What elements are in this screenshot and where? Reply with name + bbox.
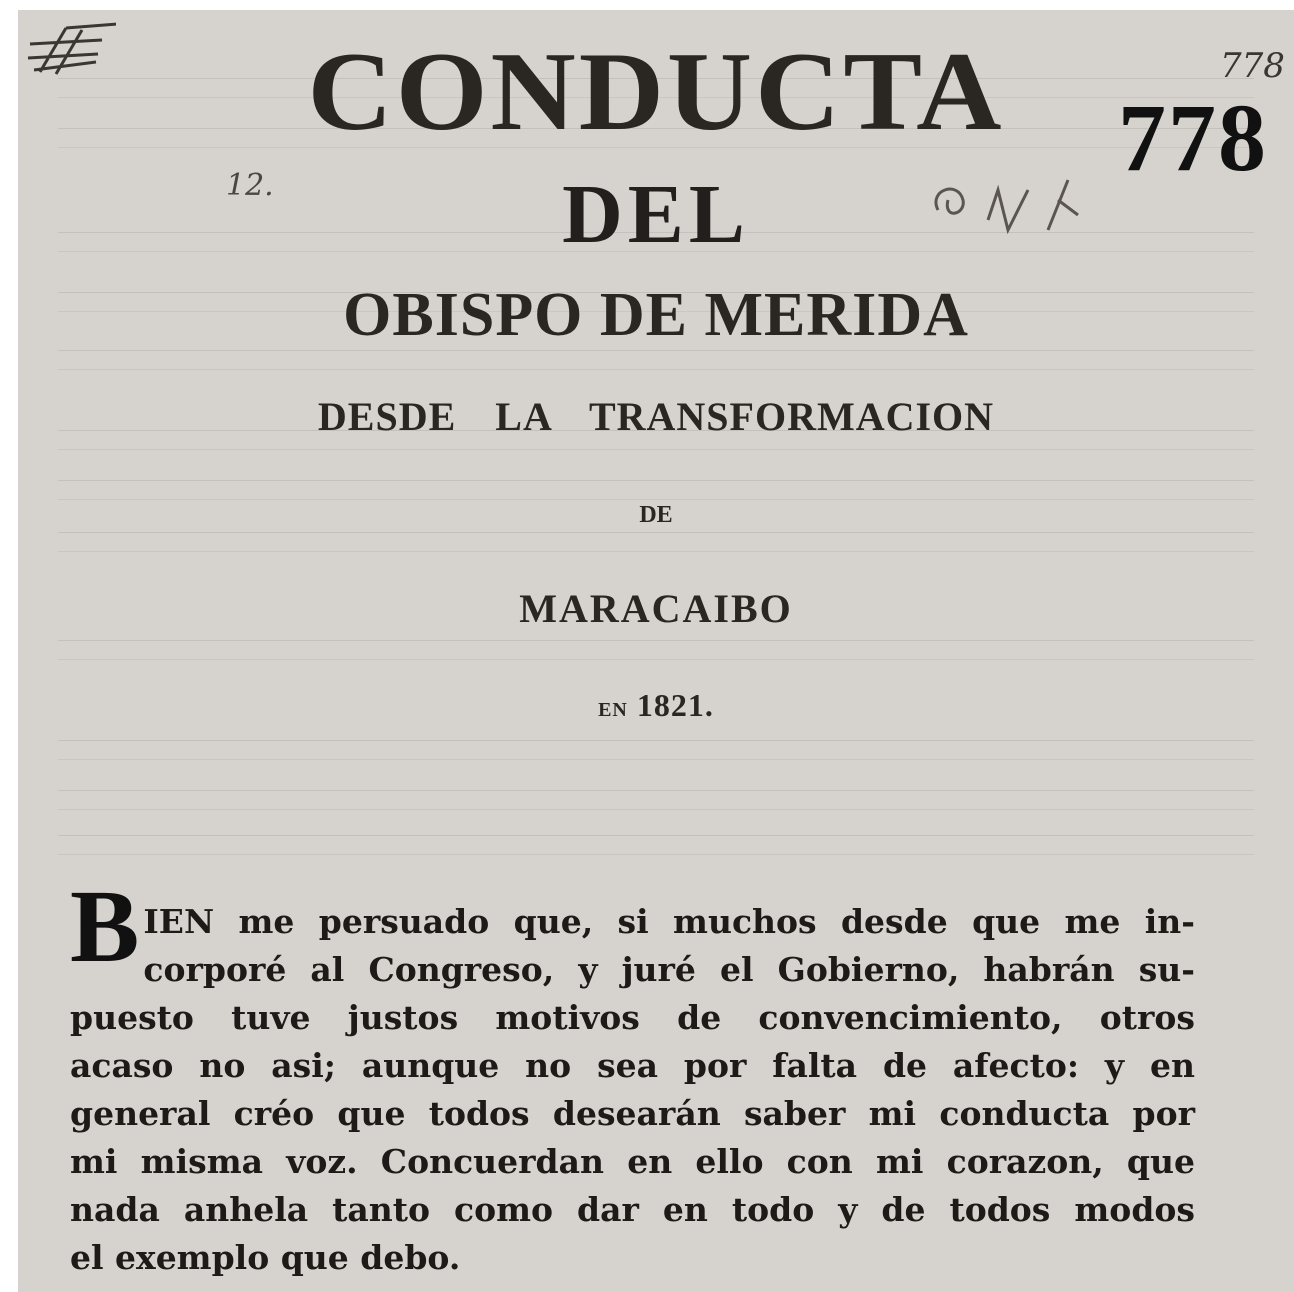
body-line: acaso no asi; aunque no sea por falta de afecto: y en	[70, 1046, 1195, 1085]
year-prefix: EN	[598, 699, 628, 721]
bleed-through-line	[58, 350, 1254, 370]
year-value: 1821.	[636, 687, 714, 723]
bleed-through-line	[58, 790, 1254, 810]
stamped-page-number: 778	[1118, 84, 1268, 191]
body-line: puesto tuve justos motivos de convencimiento, otros	[70, 998, 1195, 1037]
body-line: nada anhela tanto como dar en todo y de todos modos	[70, 1190, 1195, 1229]
title-maracaibo: MARACAIBO	[519, 586, 793, 631]
title-year	[18, 685, 1294, 730]
scan-margin	[0, 0, 18, 1292]
bleed-through-line	[58, 835, 1254, 855]
bleed-through-line	[58, 532, 1254, 552]
drop-cap: B	[70, 869, 140, 984]
title-conducta: CONDUCTA	[307, 29, 1005, 154]
title-obispo: OBISPO DE MERIDA	[343, 281, 969, 349]
handwritten-number: 12.	[226, 168, 274, 203]
title-del: DEL	[562, 168, 750, 261]
handwritten-page-number: 778	[1220, 46, 1285, 86]
document-page	[18, 10, 1294, 1292]
bleed-through-line	[58, 740, 1254, 760]
bleed-through-line	[58, 480, 1254, 500]
body-line: corporé al Congreso, y juré el Gobierno, habrán su-	[143, 950, 1195, 989]
body-line: general créo que todos desearán saber mi conducta por	[70, 1094, 1195, 1133]
body-line: el exemplo que debo.	[70, 1238, 461, 1277]
body-paragraph	[70, 869, 1195, 1282]
body-line: mi misma voz. Concuerdan en ello con mi corazon, que	[70, 1142, 1195, 1181]
bleed-through-line	[58, 640, 1254, 660]
title-transformacion: DESDE LA TRANSFORMACION	[317, 394, 995, 439]
body-line: IEN me persuado que, si muchos desde que me in-	[143, 902, 1195, 941]
title-de: DE	[639, 502, 673, 528]
